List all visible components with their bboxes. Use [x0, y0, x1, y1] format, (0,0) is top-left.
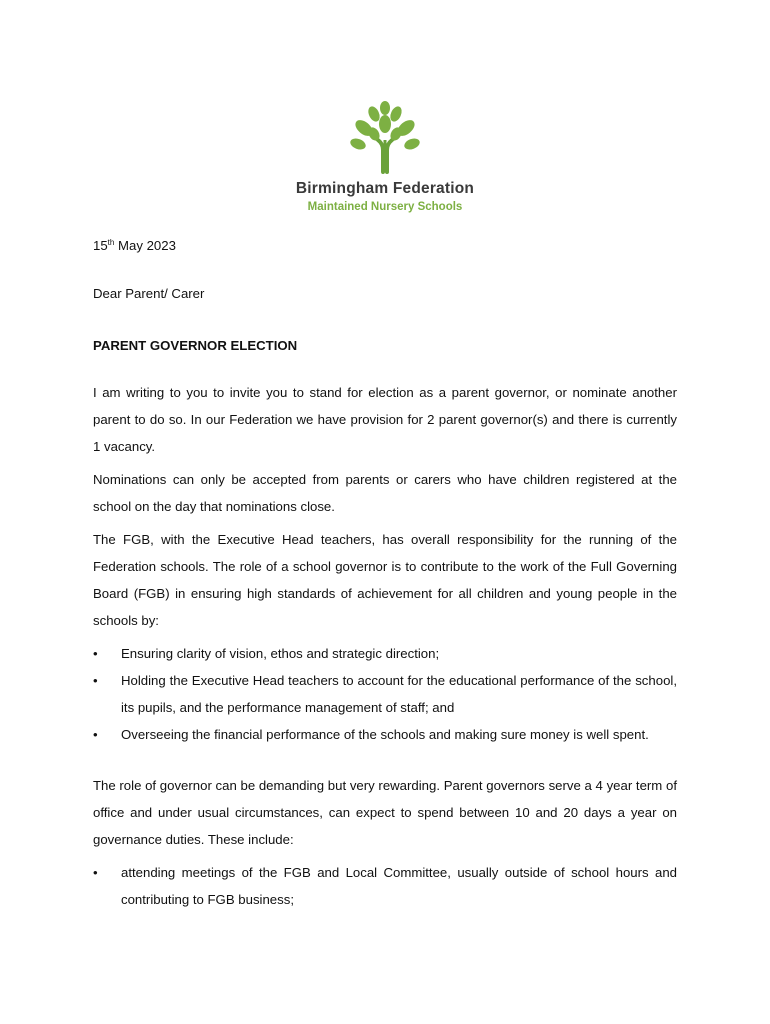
list-item-text: Holding the Executive Head teachers to account for the educational performance of the school, its pupils, and the performance management of staff; and [121, 673, 677, 715]
list-item [93, 640, 677, 667]
tree-hands-icon [350, 100, 420, 174]
salutation: Dear Parent/ Carer [93, 286, 205, 301]
letter-body [93, 232, 677, 913]
duties-list [93, 859, 677, 913]
letter-heading: PARENT GOVERNOR ELECTION [93, 338, 298, 353]
letterhead [0, 100, 770, 213]
paragraph-invitation: I am writing to you to invite you to stand for election as a parent governor, or nominate another parent to do so. In our Federation we have provision for 2 parent governor(s) and there is currently 1 vacancy. [93, 385, 677, 454]
list-item [93, 721, 677, 748]
bullet-icon: • [93, 646, 98, 661]
paragraph-governor-duties: The role of governor can be demanding but very rewarding. Parent governors serve a 4 year term of office and under usual circumstances, can expect to spend between 10 and 20 days a year on governance duties. These include: [93, 778, 677, 847]
bullet-icon: • [93, 673, 98, 688]
list-item [93, 667, 677, 721]
letter-date [93, 232, 677, 259]
date-suffix: th [107, 238, 115, 247]
paragraph-fgb-role: The FGB, with the Executive Head teachers, has overall responsibility for the running of the Federation schools. The role of a school governor is to contribute to the work of the Full Governing Board (FGB) in ensuring high standards of achievement for all children and young people in the schools by: [93, 532, 677, 628]
date-day: 15 [93, 238, 108, 253]
responsibilities-list [93, 640, 677, 748]
list-item-text: Ensuring clarity of vision, ethos and strategic direction; [121, 646, 440, 661]
list-item-text: attending meetings of the FGB and Local Committee, usually outside of school hours and contributing to FGB business; [121, 865, 677, 907]
org-subtitle: Maintained Nursery Schools [307, 201, 463, 213]
list-item-text: Overseeing the financial performance of the schools and making sure money is well spent. [121, 727, 649, 742]
list-item [93, 859, 677, 913]
date-rest: May 2023 [114, 238, 176, 253]
bullet-icon: • [93, 727, 98, 742]
bullet-icon: • [93, 865, 98, 880]
paragraph-nominations: Nominations can only be accepted from parents or carers who have children registered at the school on the day that nominations close. [93, 472, 677, 514]
org-name: Birmingham Federation [295, 180, 475, 197]
